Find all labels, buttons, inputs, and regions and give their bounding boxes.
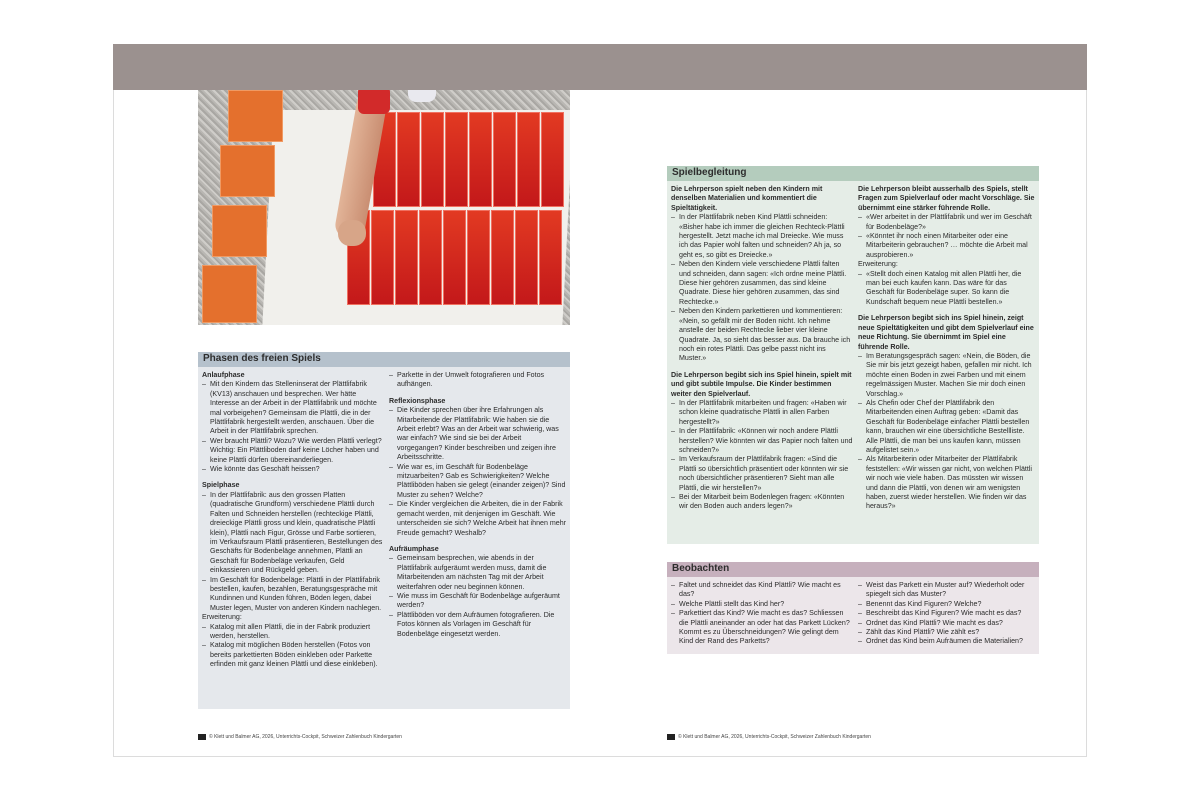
list-item: – In der Plättlifabrik: aus den grossen Platten (quadratische Grundform) verschiedene Plättli durch Falten und Schneiden herstellen (rechteckige Plättli, dreieckige Plättli gross und klein, quadratische Plättli klein), Plättli nach Figur, Grösse und Farbe sortieren, im Verkaufsraum Plättli präsentieren, Bestellungen des Geschäfts für Bodenbeläge annehmen, Plättli an Geschäft für Bodenbeläge verkaufen, Geld einkassieren und Rückgeld geben. xyxy=(202,491,384,576)
list-item: – Katalog mit möglichen Böden herstellen (Fotos von bereits parkettierten Böden einkleben oder Parkette erfinden mit ganz kleinen Plättli und diese einkleben). xyxy=(202,641,384,669)
photo-tile xyxy=(212,205,267,257)
photo-tile xyxy=(517,112,540,207)
list-item: – Ordnet das Kind Plättli? Wie macht es das? xyxy=(858,619,1036,628)
publisher-logo-icon xyxy=(667,734,675,740)
list-item: – Wer braucht Plättli? Wozu? Wie werden Plättli verlegt? Wichtig: Ein Plättliboden darf keine Löcher haben und keine Plättli dürfen übereinanderliegen. xyxy=(202,437,384,465)
list-item: – Als Mitarbeiterin oder Mitarbeiter der Plättlifabrik feststellen: «Wir wissen gar nicht, von welchen Plättli wir noch wie viele haben. Das müssten wir wissen und dann die Plättli, von denen wir am wenigsten haben, zuerst wieder herstellen. Wie finden wir das heraus?» xyxy=(858,455,1036,511)
beobachten-box xyxy=(667,562,1039,654)
reflexion-list xyxy=(389,406,567,538)
photo-tile xyxy=(491,210,514,305)
photo-tile xyxy=(541,112,564,207)
photo-tile xyxy=(397,112,420,207)
tiles-photo xyxy=(198,90,570,325)
spielbegleitung-col-right xyxy=(858,185,1036,512)
photo-tile xyxy=(421,112,444,207)
list-item: – Parkette in der Umwelt fotografieren und Fotos aufhängen. xyxy=(389,371,567,390)
list-item: – Im Geschäft für Bodenbeläge: Plättli in der Plättlifabrik bestellen, kaufen, bezahlen, Beratungsgespräche mit Kundinnen und Kunden führen, Böden legen, dabei Muster legen, Muster von anderen Kindern nachlegen. xyxy=(202,576,384,614)
list-item: – Beschreibt das Kind Figuren? Wie macht es das? xyxy=(858,609,1036,618)
aufraeum-list xyxy=(389,554,567,639)
list-item: – «Stellt doch einen Katalog mit allen Plättli her, die man bei euch kaufen kann. Das wäre für das Geschäft für Bodenbeläge super. So kann die Kundschaft bequem neue Plättli bestellen.» xyxy=(858,270,1036,308)
spielbegleitung-list xyxy=(858,213,1036,260)
list-item: – «Wer arbeitet in der Plättlifabrik und wer im Geschäft für Bodenbeläge?» xyxy=(858,213,1036,232)
list-item: – Als Chefin oder Chef der Plättlifabrik den Mitarbeitenden einen Auftrag geben: «Damit das Geschäft für Bodenbeläge einfacher Plättli bestellen kann, brauchen wir eine übersichtliche Bestellliste. Alle Plättli, die man bei uns kaufen kann, müssen aufgelistet sein.» xyxy=(858,399,1036,455)
list-item: – In der Plättlifabrik mitarbeiten und fragen: «Haben wir schon kleine quadratische Plättli in allen Farben hergestellt?» xyxy=(671,399,853,427)
spiel-title: Spielphase xyxy=(202,481,240,490)
photo-tile xyxy=(371,210,394,305)
list-item: – Faltet und schneidet das Kind Plättli? Wie macht es das? xyxy=(671,581,853,600)
list-item: – Gemeinsam besprechen, wie abends in der Plättlifabrik aufgeräumt werden muss, damit die Mitarbeitenden am nächsten Tag mit der Arbeit weiterfahren oder neu beginnen können. xyxy=(389,554,567,592)
spielbegleitung-list xyxy=(858,270,1036,308)
spielbegleitung-list xyxy=(858,352,1036,512)
erweiterung-title: Erweiterung: xyxy=(202,613,242,622)
list-item: – In der Plättlifabrik: «Können wir noch andere Plättli herstellen? Wie könnten wir das Papier noch falten und schneiden?» xyxy=(671,427,853,455)
beobachten-list xyxy=(858,581,1036,647)
list-item: – Wie könnte das Geschäft heissen? xyxy=(202,465,384,474)
spielbegleitung-box xyxy=(667,166,1039,544)
list-item: – Katalog mit allen Plättli, die in der Fabrik produziert werden, herstellen. xyxy=(202,623,384,642)
phasen-box xyxy=(198,352,570,709)
footer-text: © Klett und Balmer AG, 2026, Unterrichts-Cockpit, Schweizer Zahlenbuch Kindergarten xyxy=(209,734,402,740)
phasen-title: Phasen des freien Spiels xyxy=(198,352,570,367)
photo-tile xyxy=(539,210,562,305)
photo-tile xyxy=(228,90,283,142)
photo-tile xyxy=(493,112,516,207)
list-item: – Wie war es, im Geschäft für Bodenbeläge mitzuarbeiten? Gab es Schwierigkeiten? Welche Plättliböden haben sie gelegt (einander zeigen)? Sind Muster zu sehen? Welche? xyxy=(389,463,567,501)
list-item: – «Könntet ihr noch einen Mitarbeiter oder eine Mitarbeiterin gebrauchen? … möchte die Arbeit mal ausprobieren.» xyxy=(858,232,1036,260)
photo-tile xyxy=(419,210,442,305)
anlauf-title: Anlaufphase xyxy=(202,371,245,379)
spielbegleitung-col-left xyxy=(671,185,853,512)
list-item: – Mit den Kindern das Stelleninserat der Plättlifabrik (KV13) anschauen und besprechen. Wer hätte Interesse an der Arbeit in der Plättlifabrik und möchte mal vorbeigehen? Gemeinsam die Plättli, die in der Plättlifabrik hergestellt werden, anschauen. Über die Arbeit in der Plättlifabrik sprechen. xyxy=(202,380,384,436)
list-item: – Neben den Kindern parkettieren und kommentieren: «Nein, so gefällt mir der Boden nicht. Ich nehme anstelle der beiden Rechtecke lieber vier kleine Quadrate. Ja, so sieht das besser aus. Da brauche ich noch ein rotes Plättli. Das gelbe passt nicht ins Muster.» xyxy=(671,307,853,363)
photo-red-sleeve xyxy=(358,90,390,114)
photo-tile xyxy=(220,145,275,197)
footer-right xyxy=(667,734,871,740)
phasen-col-left xyxy=(202,371,384,670)
list-item: – Wie muss im Geschäft für Bodenbeläge aufgeräumt werden? xyxy=(389,592,567,611)
list-item: – Im Verkaufsraum der Plättlifabrik fragen: «Sind die Plättli so übersichtlich präsentiert oder könnten wir sie noch übersichtlicher präsentieren? Sieht man alle Plättli, die wir herstellen?» xyxy=(671,455,853,493)
list-item: – Benennt das Kind Figuren? Welche? xyxy=(858,600,1036,609)
photo-tile xyxy=(467,210,490,305)
photo-shoe xyxy=(408,90,436,102)
publisher-logo-icon xyxy=(198,734,206,740)
list-item: – Ordnet das Kind beim Aufräumen die Materialien? xyxy=(858,637,1036,646)
spielbegleitung-title: Spielbegleitung xyxy=(667,166,1039,181)
beobachten-title: Beobachten xyxy=(667,562,1039,577)
erweiterung-list xyxy=(202,623,384,670)
photo-tile xyxy=(515,210,538,305)
photo-tile xyxy=(395,210,418,305)
spielbegleitung-erweiterung: Erweiterung: xyxy=(858,260,898,269)
photo-orange-tiles xyxy=(198,90,268,325)
list-item: – Welche Plättli stellt das Kind her? xyxy=(671,600,853,609)
spiel-list xyxy=(202,491,384,613)
list-item: – Weist das Parkett ein Muster auf? Wiederholt oder spiegelt sich das Muster? xyxy=(858,581,1036,600)
list-item: – Die Kinder sprechen über ihre Erfahrungen als Mitarbeitende der Plättlifabrik: Wie haben sie die Arbeit erlebt? Was an der Arbeit war schwierig, was war einfach? Wie sind sie bei der Arbeit vorgegangen? Kinder beschreiben und zeigen ihre Arbeitsschritte. xyxy=(389,406,567,462)
reflexion-title: Reflexionsphase xyxy=(389,396,446,405)
list-item: – Zählt das Kind Plättli? Wie zählt es? xyxy=(858,628,1036,637)
anlauf-list xyxy=(202,380,384,474)
list-item: – Bei der Mitarbeit beim Bodenlegen fragen: «Könnten wir den Boden auch anders legen?» xyxy=(671,493,853,512)
top-color-band xyxy=(113,44,1087,90)
list-item: – Die Kinder vergleichen die Arbeiten, die in der Fabrik gemacht werden, mit denjenigen im Geschäft. Wie unterscheiden sie sich? Welche Arbeit hat ihnen mehr Freude gemacht? Weshalb? xyxy=(389,500,567,538)
photo-tile xyxy=(469,112,492,207)
list-item: – Plättliböden vor dem Aufräumen fotografieren. Die Fotos können als Vorlagen im Geschäft für Bodenbeläge eingesetzt werden. xyxy=(389,611,567,639)
list-item: – Parkettiert das Kind? Wie macht es das? Schliessen die Plättli aneinander an oder hat das Parkett Lücken? Kommt es zu Überschneidungen? Wie gelingt dem Kind der Rand des Parketts? xyxy=(671,609,853,647)
photo-child-hand xyxy=(338,220,366,246)
erweiterung-list-cont xyxy=(389,371,567,390)
beobachten-list xyxy=(671,581,853,647)
phasen-col-right xyxy=(389,371,567,639)
spielbegleitung-lead: Die Lehrperson begibt sich ins Spiel hinein, zeigt neue Spieltätigkeiten und gibt dem Spielverlauf eine neue Richtung. Sie übernimmt im Spiel eine führende Rolle. xyxy=(858,314,1034,351)
list-item: – Im Beratungsgespräch sagen: «Nein, die Böden, die Sie mir bis jetzt gezeigt haben, gefallen mir nicht. Ich möchte einen Boden in zwei Farben und mit einem regelmässigen Muster. Machen Sie mir doch einen Vorschlag.» xyxy=(858,352,1036,399)
photo-tile xyxy=(443,210,466,305)
list-item: – In der Plättlifabrik neben Kind Plättli schneiden: «Bisher habe ich immer die gleichen Rechteck-Plättli hergestellt. Jetzt mache ich mal Dreiecke. Wie muss ich das Papier wohl falten und schneiden? Ah ja, so geht es, so gibt es Dreiecke.» xyxy=(671,213,853,260)
beobachten-col-left xyxy=(671,581,853,647)
aufraeum-title: Aufräumphase xyxy=(389,544,439,553)
photo-tile xyxy=(445,112,468,207)
spielbegleitung-lead: Die Lehrperson spielt neben den Kindern mit denselben Materialien und kommentiert die Spieltätigkeit. xyxy=(671,185,823,212)
spielbegleitung-lead: Die Lehrperson bleibt ausserhalb des Spiels, stellt Fragen zum Spielverlauf oder macht Vorschläge. Sie übernimmt eine stärker führende Rolle. xyxy=(858,185,1035,212)
beobachten-col-right xyxy=(858,581,1036,647)
list-item: – Neben den Kindern viele verschiedene Plättli falten und schneiden, dann sagen: «Ich ordne meine Plättli. Diese hier gehören zusammen, das sind kleine Quadrate. Diese hier gehören zusammen, das sind Rechtecke.» xyxy=(671,260,853,307)
spielbegleitung-list xyxy=(671,213,853,364)
spielbegleitung-list xyxy=(671,399,853,512)
spielbegleitung-lead: Die Lehrperson begibt sich ins Spiel hinein, spielt mit und gibt subtile Impulse. Die Kinder bestimmen weiter den Spielverlauf. xyxy=(671,370,852,398)
footer-text: © Klett und Balmer AG, 2026, Unterrichts-Cockpit, Schweizer Zahlenbuch Kindergarten xyxy=(678,734,871,740)
photo-tile xyxy=(202,265,257,323)
footer-left xyxy=(198,734,402,740)
